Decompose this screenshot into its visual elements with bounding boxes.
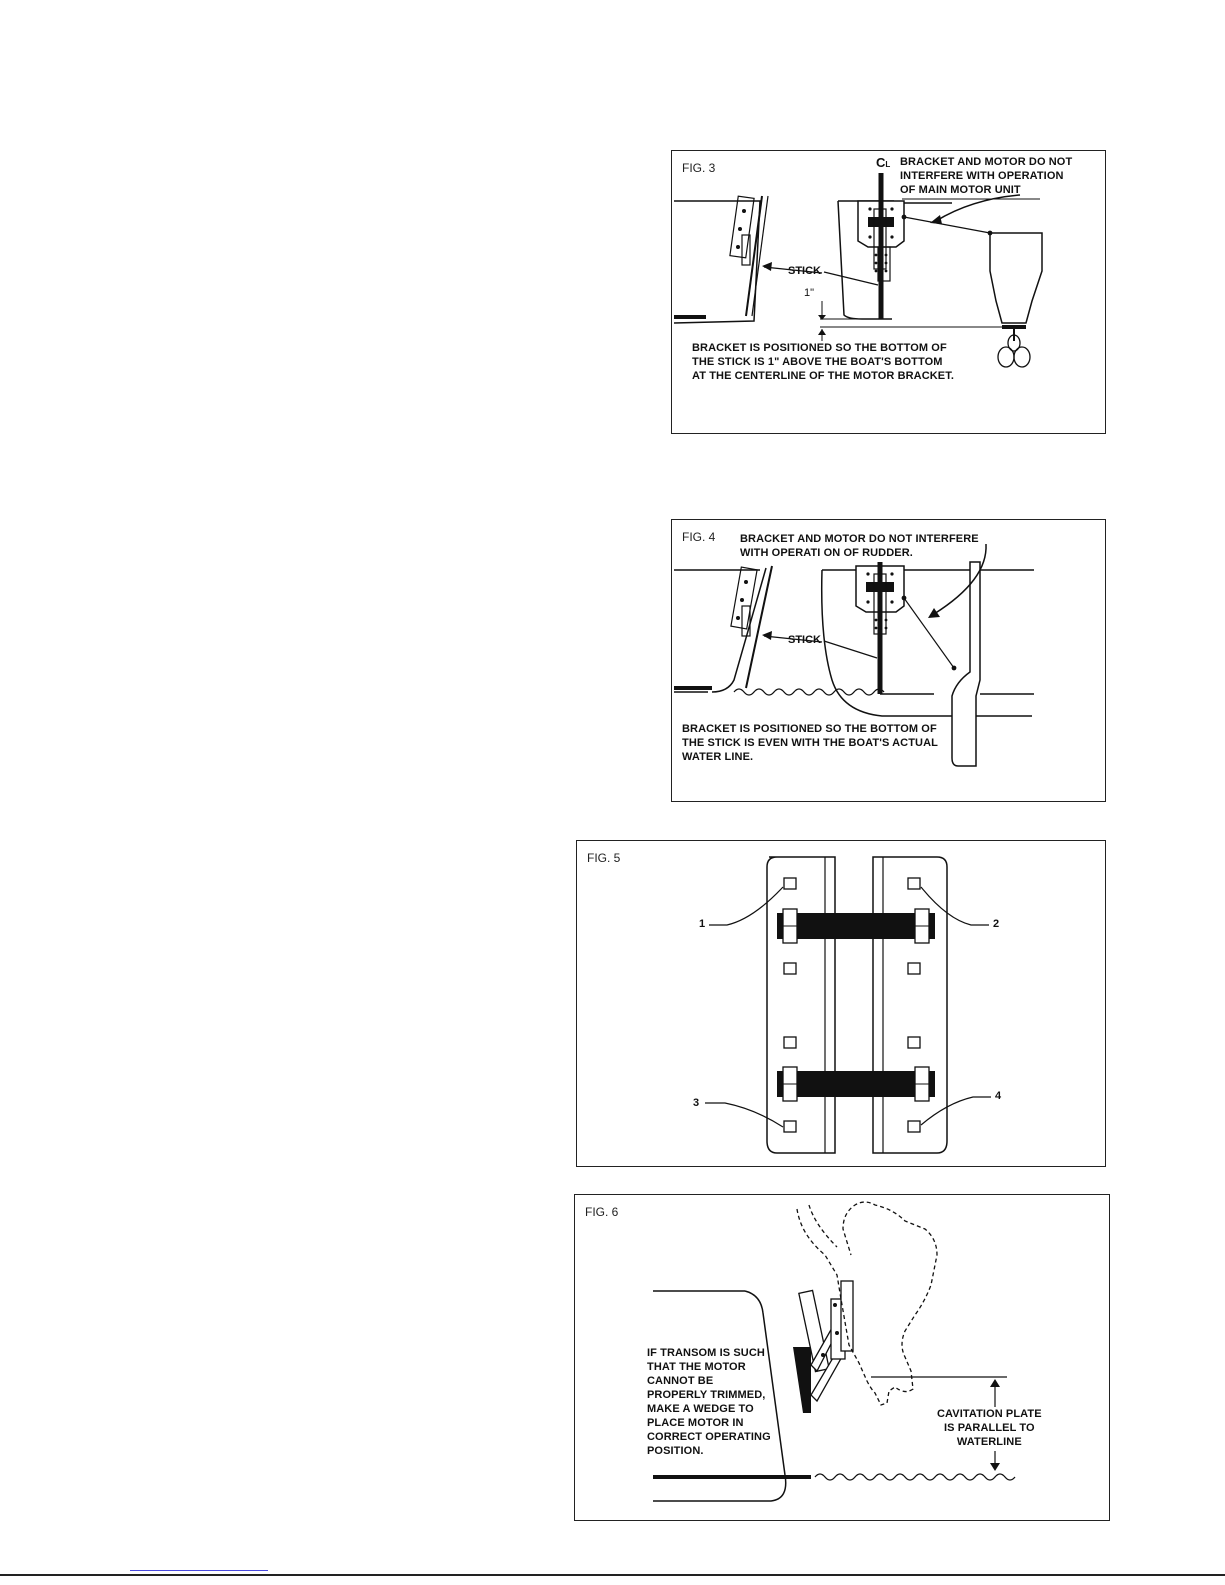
figure-6-label: FIG. 6 — [585, 1205, 619, 1219]
hole-label-4: 4 — [995, 1090, 1002, 1102]
figure-6-note-right: CAVITATION PLATE IS PARALLEL TO WATERLINE — [937, 1408, 1042, 1448]
footer-rule — [0, 1574, 1225, 1576]
figure-5-drawing — [577, 841, 1107, 1168]
figure-3-note-top: BRACKET AND MOTOR DO NOT INTERFERE WITH OPERATION OF MAIN MOTOR UNIT — [900, 156, 1073, 196]
figure-5-label: FIG. 5 — [587, 851, 621, 865]
hole-label-1: 1 — [699, 918, 706, 930]
figure-3 — [671, 150, 1106, 434]
footer-link-underline — [130, 1570, 268, 1571]
figure-6-note-left: IF TRANSOM IS SUCH THAT THE MOTOR CANNOT BE PROPERLY TRIMMED, MAKE A WEDGE TO PLACE MOTOR IN CORRECT OPERATING POSITION. — [647, 1347, 771, 1457]
centerline-symbol: CL — [876, 155, 891, 170]
figure-3-label: FIG. 3 — [682, 161, 716, 175]
figure-4-note-bottom: BRACKET IS POSITIONED SO THE BOTTOM OF THE STICK IS EVEN WITH THE BOAT'S ACTUAL WATER LINE. — [682, 723, 938, 763]
figure-3-note-bottom: BRACKET IS POSITIONED SO THE BOTTOM OF THE STICK IS 1" ABOVE THE BOAT'S BOTTOM AT THE CENTERLINE OF THE MOTOR BRACKET. — [692, 342, 954, 382]
figure-3-stick-label: STICK — [788, 265, 821, 277]
figure-4-label: FIG. 4 — [682, 530, 716, 544]
hole-label-2: 2 — [993, 918, 1000, 930]
figure-4 — [671, 519, 1106, 802]
figure-4-note-top: BRACKET AND MOTOR DO NOT INTERFERE WITH OPERATI ON OF RUDDER. — [740, 533, 979, 559]
one-inch-label: 1" — [804, 287, 815, 299]
hole-label-3: 3 — [693, 1097, 700, 1109]
figure-5 — [576, 840, 1106, 1167]
figure-6 — [574, 1194, 1110, 1521]
figure-4-stick-label: STICK — [788, 634, 821, 646]
